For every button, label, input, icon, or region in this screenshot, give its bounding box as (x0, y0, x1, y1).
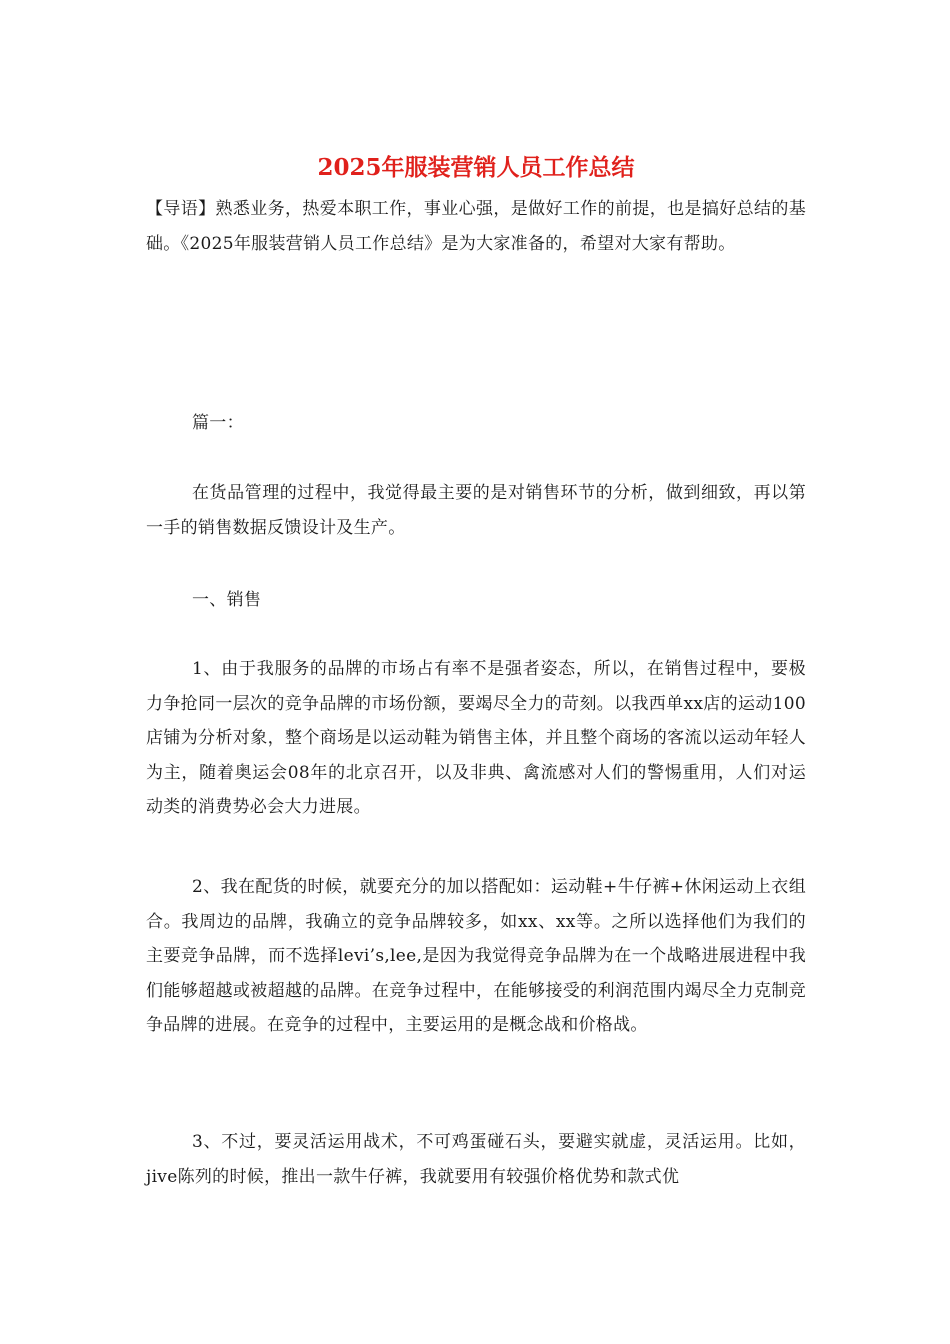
heading-sales: 一、销售 (192, 590, 262, 610)
list-item-1: 1、由于我服务的品牌的市场占有率不是强者姿态，所以，在销售过程中，要极力争抢同一层次的竞争品牌的市场份额，要竭尽全力的苛刻。以我西单xx店的运动100店铺为分析对象，整个商场是以运动鞋为销售主体，并且整个商场的客流以运动年轻人为主，随着奥运会08年的北京召开，以及非典、禽流感对人们的警惕重用，人们对运动类的消费势必会大力进展。 (146, 659, 806, 817)
intro-paragraph: 【导语】熟悉业务，热爱本职工作，事业心强，是做好工作的前提，也是搞好总结的基础。《2025年服装营销人员工作总结》是为大家准备的，希望对大家有帮助。 (146, 199, 806, 254)
list-item-3: 3、不过，要灵活运用战术，不可鸡蛋碰石头，要避实就虚，灵活运用。比如，jive陈列的时候，推出一款牛仔裤，我就要用有较强价格优势和款式优 (146, 1132, 806, 1187)
document-title: 2025年服装营销人员工作总结 (317, 154, 635, 181)
section-label: 篇一： (192, 413, 244, 433)
list-item-2: 2、我在配货的时候，就要充分的加以搭配如：运动鞋+牛仔裤+休闲运动上衣组合。我周边的品牌，我确立的竞争品牌较多，如xx、xx等。之所以选择他们为我们的主要竞争品牌，而不选择levi’s,lee,是因为我觉得竞争品牌为在一个战略进展进程中我们能够超越或被超越的品牌。在竞争过程中，在能够接受的利润范围内竭尽全力克制竞争品牌的进展。在竞争的过程中，主要运用的是概念战和价格战。 (146, 877, 806, 1035)
paragraph-goods-management: 在货品管理的过程中，我觉得最主要的是对销售环节的分析，做到细致，再以第一手的销售数据反馈设计及生产。 (146, 483, 806, 538)
